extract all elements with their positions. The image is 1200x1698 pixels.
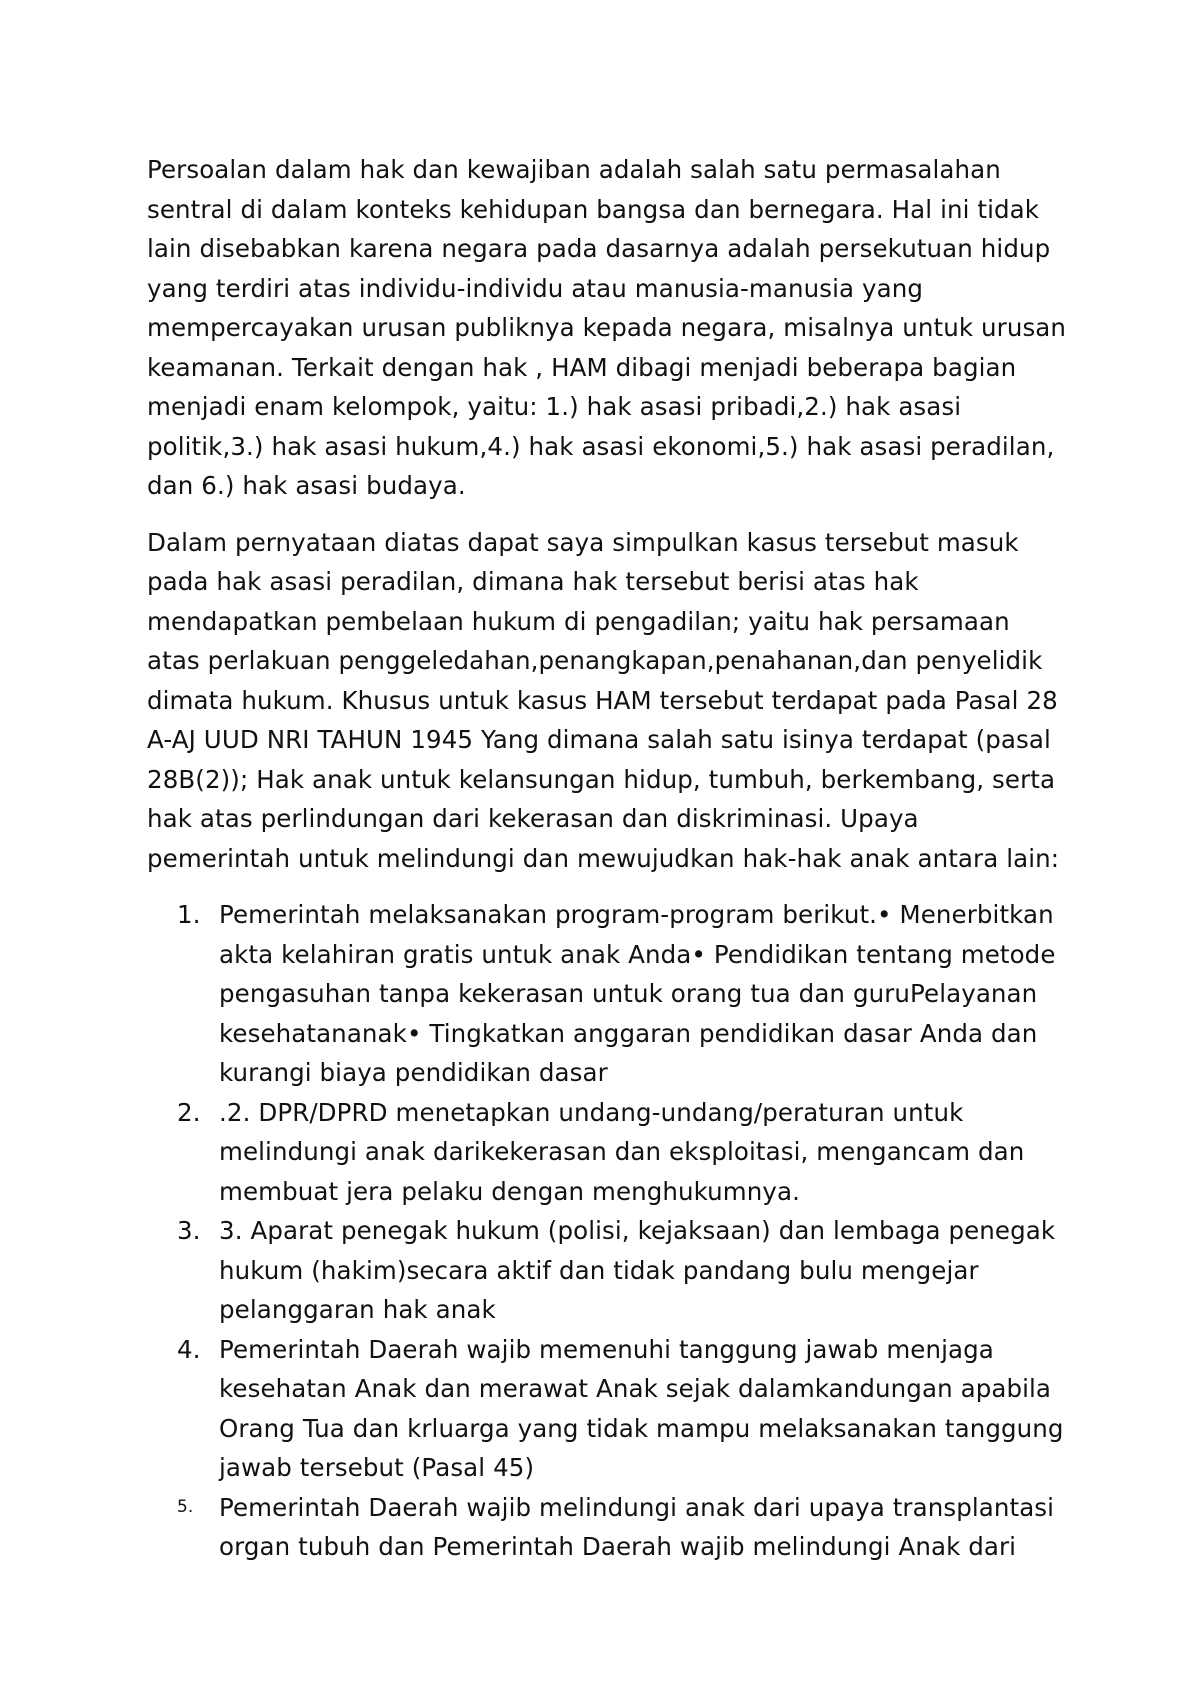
paragraph-hak-kewajiban: Persoalan dalam hak dan kewajiban adalah salah satu permasalahan sentral di dalam konteks kehidupan bangsa dan bernegara. Hal ini tidak lain disebabkan karena negara pada dasarnya adalah persekutuan hidup yang terdiri atas individu-individu atau manusia-manusia yang mempercayakan urusan publiknya kepada negara, misalnya untuk urusan keamanan. Terkait dengan hak , HAM dibagi menjadi beberapa bagian menjadi enam kelompok, yaitu: 1.) hak asasi pribadi,2.) hak asasi politik,3.) hak asasi hukum,4.) hak asasi ekonomi,5.) hak asasi peradilan, dan 6.) hak asasi budaya. [147, 155, 1067, 500]
list-item [147, 1488, 1067, 1567]
paragraph-kesimpulan: Dalam pernyataan diatas dapat saya simpulkan kasus tersebut masuk pada hak asasi peradilan, dimana hak tersebut berisi atas hak mendapatkan pembelaan hukum di pengadilan; yaitu hak persamaan atas perlakuan penggeledahan,penangkapan,penahanan,dan penyelidik dimata hukum. Khusus untuk kasus HAM tersebut terdapat pada Pasal 28 A-AJ UUD NRI TAHUN 1945 Yang dimana salah satu isinya terdapat (pasal 28B(2)); Hak anak untuk kelansungan hidup, tumbuh, berkembang, serta hak atas perlindungan dari kekerasan dan diskriminasi. Upaya pemerintah untuk melindungi dan mewujudkan hak-hak anak antara lain: [147, 527, 1060, 873]
list-item-text: Pemerintah Daerah wajib melindungi anak dari upaya transplantasi organ tubuh dan Pemerintah Daerah wajib melindungi Anak dari [219, 1492, 1055, 1561]
list-item-text: 3. Aparat penegak hukum (polisi, kejaksaan) dan lembaga penegak hukum (hakim)secara aktif dan tidak pandang bulu mengejar pelanggaran hak anak [219, 1216, 1056, 1324]
list-item-number: 5. [177, 1496, 194, 1517]
list-item [147, 1330, 1067, 1488]
list-item [147, 1093, 1067, 1212]
list-item-text: Pemerintah melaksanakan program-program berikut.• Menerbitkan akta kelahiran gratis untuk anak Anda• Pendidikan tentang metode pengasuhan tanpa kekerasan untuk orang tua dan guruPelayanan kesehatananak• Tingkatkan anggaran pendidikan dasar Anda dan kurangi biaya pendidikan dasar [219, 900, 1056, 1087]
list-item [147, 1211, 1067, 1330]
document-body [147, 150, 1067, 1567]
list-item [147, 895, 1067, 1093]
list-item-text: .2. DPR/DPRD menetapkan undang-undang/peraturan untuk melindungi anak darikekerasan dan eksploitasi, mengancam dan membuat jera pelaku dengan menghukumnya. [219, 1097, 1025, 1206]
list-item-number: 2. [177, 1097, 201, 1127]
list-item-text: Pemerintah Daerah wajib memenuhi tanggung jawab menjaga kesehatan Anak dan merawat Anak sejak dalamkandungan apabila Orang Tua dan krluarga yang tidak mampu melaksanakan tanggung jawab tersebut (Pasal 45) [219, 1334, 1064, 1482]
list-item-number: 3. [177, 1216, 201, 1245]
list-item-number: 1. [177, 900, 201, 929]
upaya-pemerintah-list [147, 895, 1067, 1567]
list-item-number: 4. [177, 1334, 201, 1364]
